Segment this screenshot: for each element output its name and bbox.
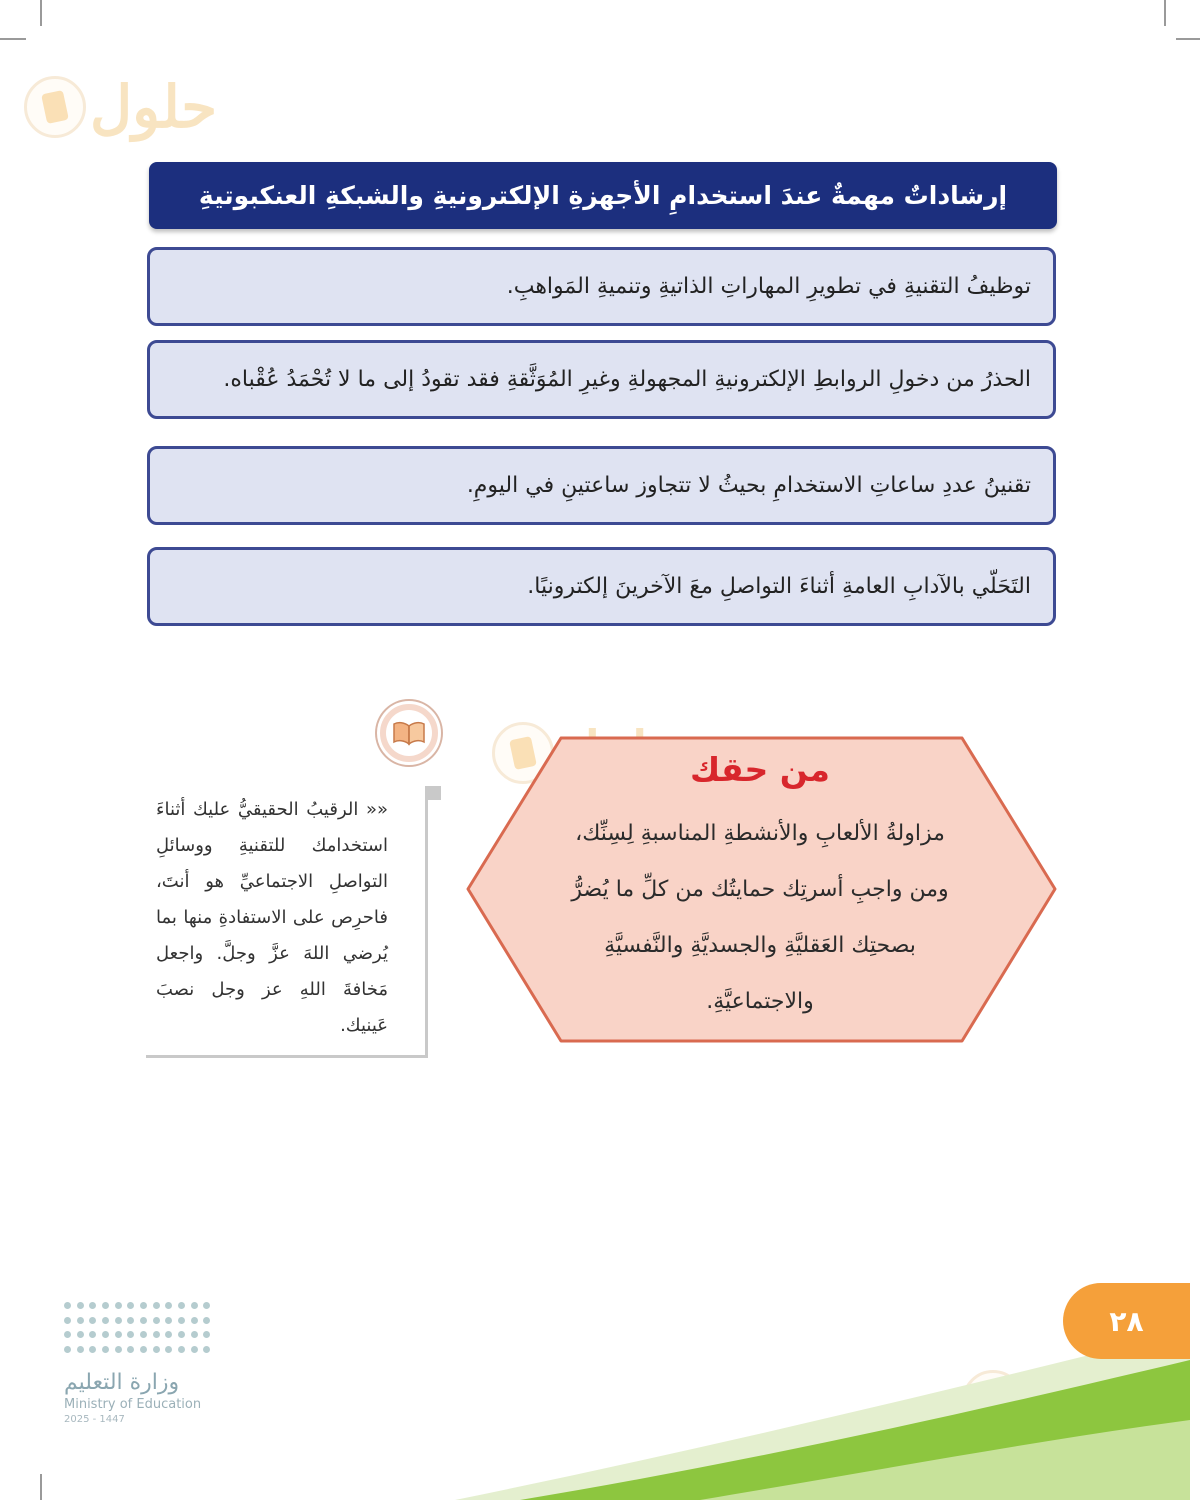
tip-text: تقنينُ عددِ ساعاتِ الاستخدامِ بحيثُ لا تتجاوز ساعتينِ في اليومِ. (466, 473, 1031, 498)
guidelines-banner (149, 162, 1057, 229)
tip-text: توظيفُ التقنيةِ في تطويرِ المهاراتِ الذاتيةِ وتنميةِ المَواهبِ. (506, 274, 1031, 299)
watermark-logo-top (24, 73, 218, 141)
tip-text: الحذرُ من دخولِ الروابطِ الإلكترونيةِ المجهولةِ وغيرِ المُوَثَّقةِ فقد تقودُ إلى ما لا تُحْمَدُ عُقْباه. (223, 367, 1031, 392)
watermark-word: حلول (90, 73, 218, 141)
right-heading: من حقك (690, 750, 830, 789)
tip-box (147, 247, 1056, 326)
tip-box (147, 547, 1056, 626)
banner-title: إرشاداتٌ مهمةٌ عندَ استخدامِ الأجهزةِ الإلكترونيةِ والشبكةِ العنكبوتيةِ (198, 181, 1008, 210)
watermark-circle-icon (24, 76, 86, 138)
tip-box (147, 340, 1056, 419)
page-number: ٢٨ (1109, 1304, 1144, 1338)
ministry-year: 2025 - 1447 (64, 1414, 125, 1425)
crop-mark-top-left (40, 0, 42, 26)
page-number-tab (1063, 1283, 1190, 1359)
crop-mark-top-right (1164, 0, 1166, 26)
crop-mark-top-left-h (0, 38, 26, 40)
crop-mark-top-right-h (1176, 38, 1200, 40)
bottom-wave (0, 1330, 1200, 1500)
right-body: مزاولةُ الألعابِ والأنشطةِ المناسبةِ لِسِنِّك، ومن واجبِ أسرتِك حمايتُك من كلِّ ما يُضرُّ بصحتِك العَقليَّةِ والجسديَّةِ والنَّفسيَّةِ والاجتماعيَّةِ. (571, 821, 949, 1014)
side-note-marker (427, 786, 441, 800)
side-note-text: «« الرقيبُ الحقيقيُّ عليك أثناءَ استخدامك للتقنيةِ ووسائلِ التواصلِ الاجتماعيِّ هو أنتَ، فاحرِص على الاستفادةِ منها بما يُرضي اللهَ عزَّ وجلَّ. واجعل مَخافةَ اللهِ عز وجل نصبَ عَينيك. (156, 799, 388, 1036)
tip-box (147, 446, 1056, 525)
ministry-name-arabic: وزارة التعليم (64, 1370, 180, 1395)
open-book-icon (377, 701, 441, 765)
ministry-name-english: Ministry of Education (64, 1397, 202, 1412)
tip-text: التَحَلّي بالآدابِ العامةِ أثناءَ التواصلِ معَ الآخرينَ إلكترونيًا. (527, 574, 1031, 599)
